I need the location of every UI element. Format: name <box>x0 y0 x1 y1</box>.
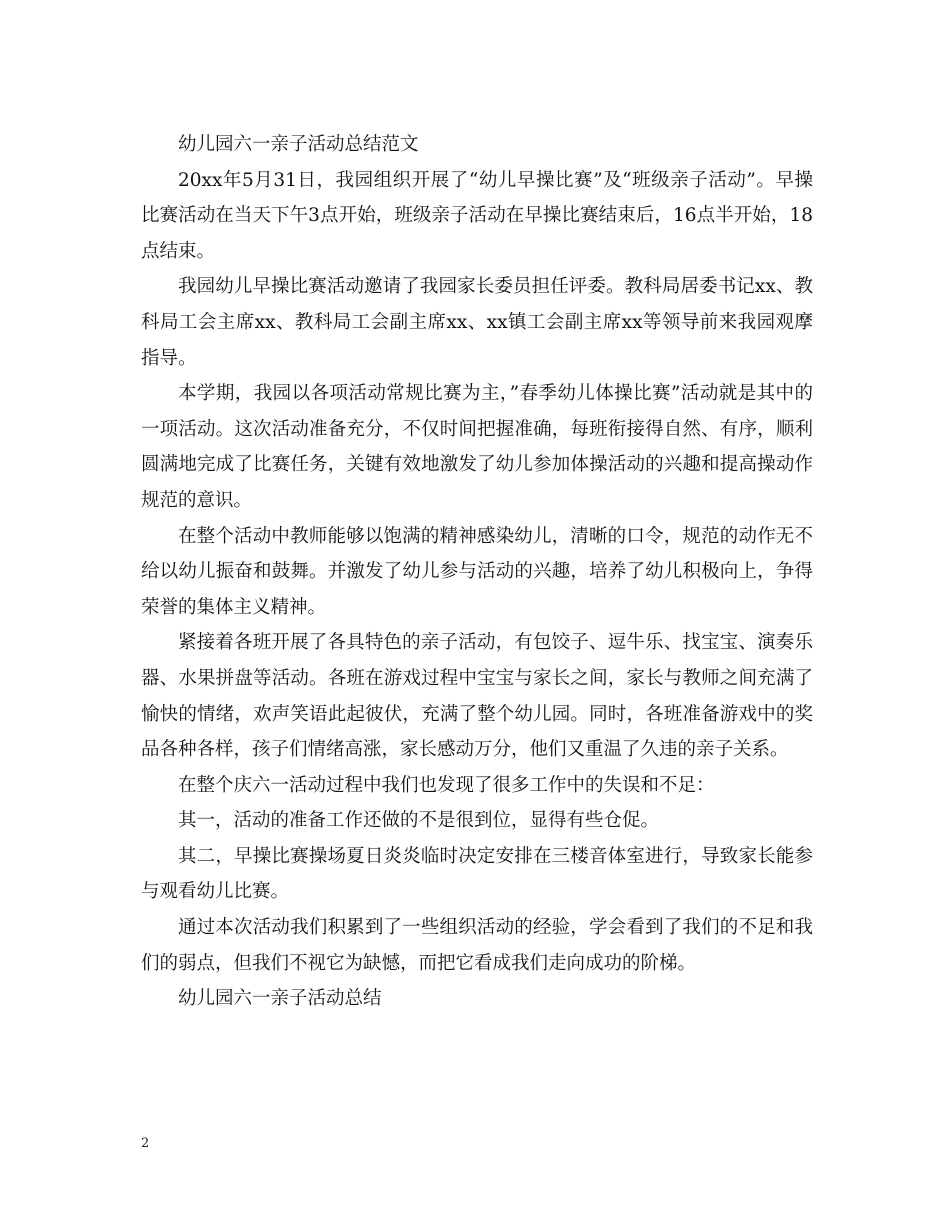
document-body <box>141 127 813 1017</box>
paragraph-teacher-spirit: 在整个活动中教师能够以饱满的精神感染幼儿，清晰的口令，规范的动作无不给以幼儿振奋和鼓舞。并激发了幼儿参与活动的兴趣，培养了幼儿积极向上，争得荣誉的集体主义精神。 <box>141 525 813 618</box>
document-title: 幼儿园六一亲子活动总结范文 <box>178 134 419 155</box>
paragraph-parent-child-activities: 紧接着各班开展了各具特色的亲子活动，有包饺子、逗牛乐、找宝宝、演奏乐器、水果拼盘等活动。各班在游戏过程中宝宝与家长之间，家长与教师之间充满了愉快的情绪，欢声笑语此起彼伏，充满了整个幼儿园。同时，各班准备游戏中的奖品各种各样，孩子们情绪高涨，家长感动万分，他们又重温了久违的亲子关系。 <box>141 632 813 761</box>
paragraph-semester-competition: 本学期，我园以各项活动常规比赛为主，”春季幼儿体操比赛”活动就是其中的一项活动。这次活动准备充分，不仅时间把握准确，每班衔接得自然、有序，顺利圆满地完成了比赛任务，关键有效地激发了幼儿参加体操活动的兴趣和提高操动作规范的意识。 <box>141 383 813 511</box>
section-heading: 幼儿园六一亲子活动总结 <box>178 988 382 1010</box>
paragraph-judges-guests: 我园幼儿早操比赛活动邀请了我园家长委员担任评委。教科局居委书记xx、教科局工会主席xx、教科局工会副主席xx、xx镇工会副主席xx等领导前来我园观摩指导。 <box>141 276 813 369</box>
paragraph-shortcoming-one: 其一，活动的准备工作还做的不是很到位，显得有些仓促。 <box>178 810 660 832</box>
paragraph-shortcoming-two: 其二，早操比赛操场夏日炎炎临时决定安排在三楼音体室进行，导致家长能参与观看幼儿比赛。 <box>141 845 813 903</box>
page-number: 2 <box>141 1136 150 1151</box>
paragraph-activity-dates: 20xx年5月31日，我园组织开展了“幼儿早操比赛”及“班级亲子活动”。早操比赛活动在当天下午3点开始，班级亲子活动在早操比赛结束后，16点半开始，18点结束。 <box>141 169 813 262</box>
paragraph-conclusion: 通过本次活动我们积累到了一些组织活动的经验，学会看到了我们的不足和我们的弱点，但我们不视它为缺憾，而把它看成我们走向成功的阶梯。 <box>141 917 813 974</box>
paragraph-shortcomings-intro: 在整个庆六一活动过程中我们也发现了很多工作中的失误和不足： <box>178 774 715 796</box>
